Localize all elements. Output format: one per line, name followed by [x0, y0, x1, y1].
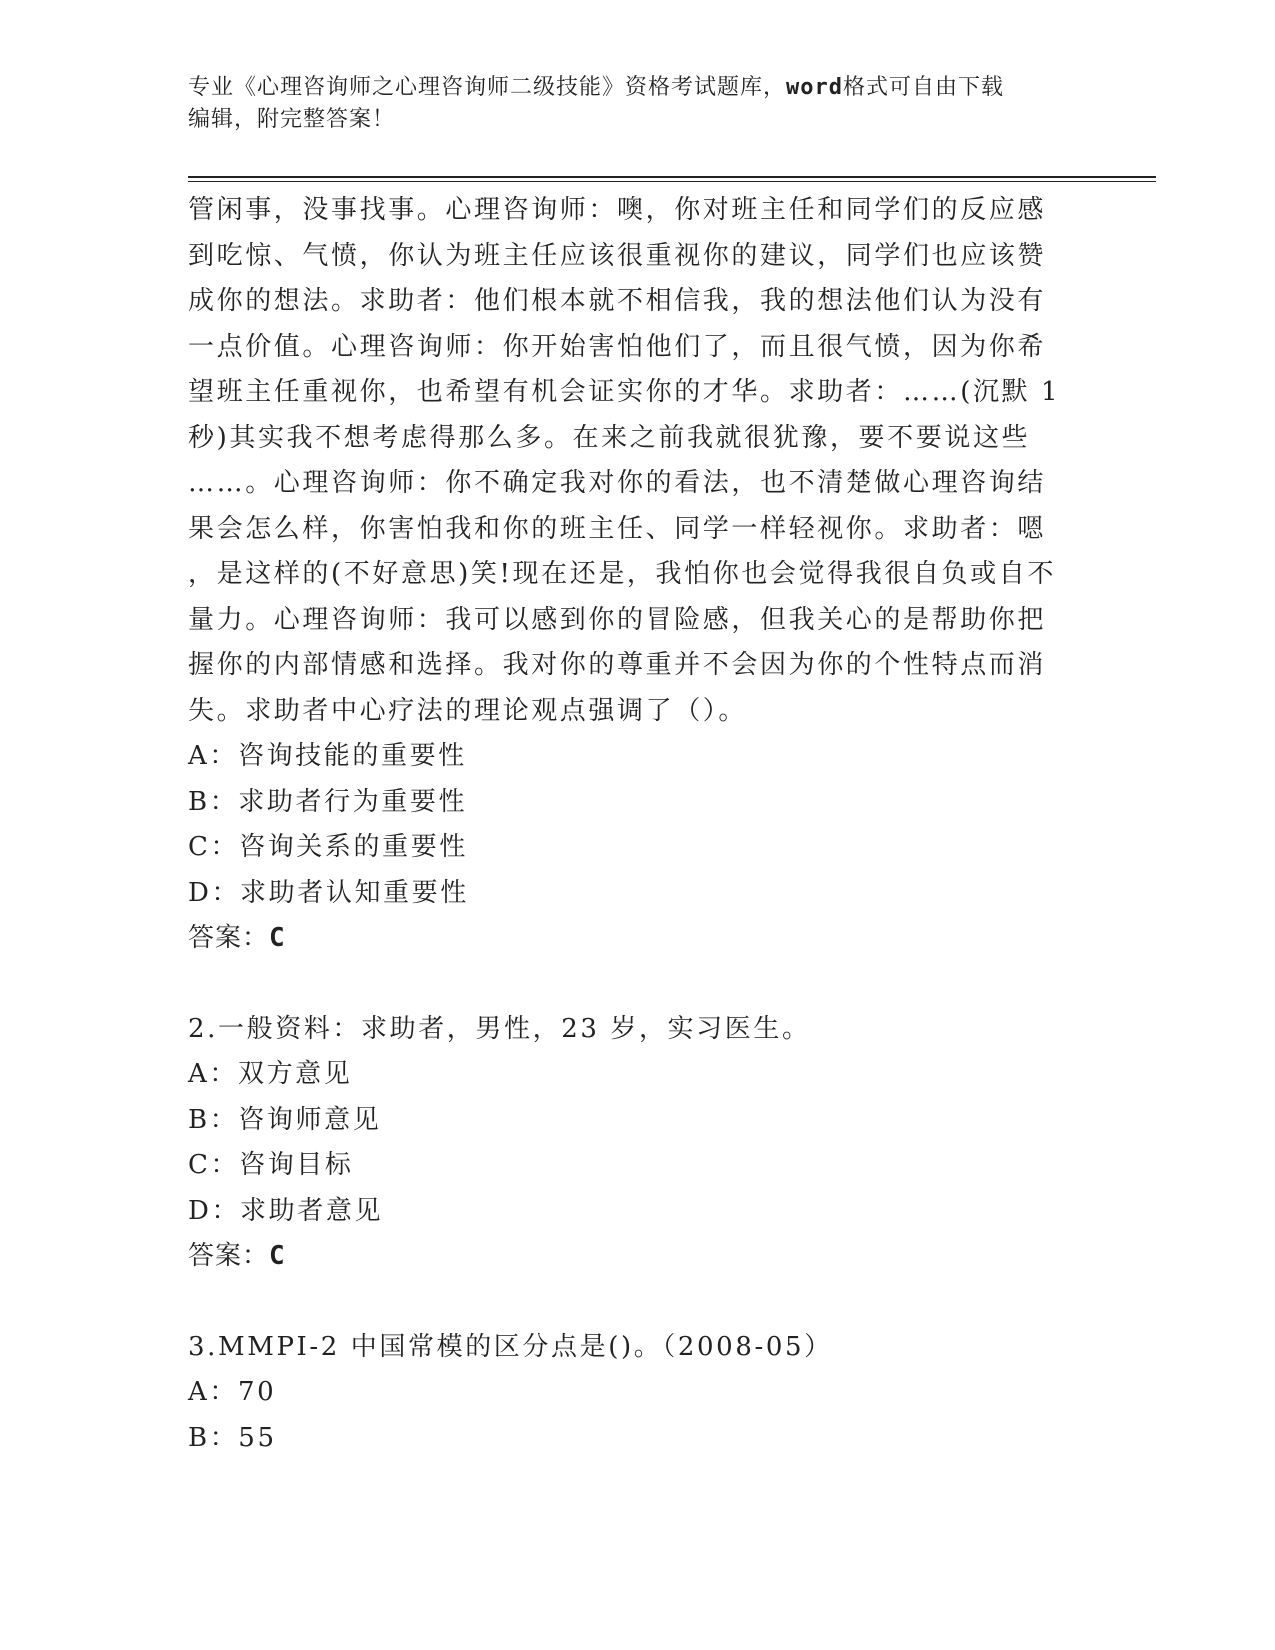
question-2-stem: 2.一般资料：求助者，男性，23 岁，实习医生。	[188, 1013, 811, 1044]
stem-line: 量力。心理咨询师：我可以感到你的冒险感，但我关心的是帮助你把	[188, 604, 1047, 635]
question-1-stem	[188, 188, 1088, 734]
page-header	[188, 72, 1068, 136]
question-2-option-a: A：双方意见	[188, 1059, 353, 1089]
question-3-option-b: B：55	[188, 1422, 277, 1453]
question-1-option-b: B：求助者行为重要性	[188, 786, 468, 817]
header-line-1-post: 格式可自由下载	[843, 75, 1005, 100]
answer-label: 答案：	[188, 1241, 270, 1271]
question-2-option-d: D：求助者意见	[188, 1195, 384, 1226]
header-line-1	[188, 72, 1068, 104]
stem-line: 成你的想法。求助者：他们根本就不相信我，我的想法他们认为没有	[188, 286, 1047, 316]
answer-label: 答案：	[188, 923, 270, 953]
question-1-answer	[188, 916, 1088, 962]
spacer	[188, 1280, 1088, 1325]
answer-value: C	[269, 1241, 286, 1271]
question-1-option-c: C：咨询关系的重要性	[188, 832, 468, 862]
stem-line: 望班主任重视你，也希望有机会证实你的才华。求助者：……(沉默 1	[188, 377, 1061, 407]
stem-line: 失。求助者中心疗法的理论观点强调了（）。	[188, 695, 748, 726]
question-2-option-b: B：咨询师意见	[188, 1104, 382, 1135]
question-1-option-a: A：咨询技能的重要性	[188, 741, 467, 771]
question-1-option-d: D：求助者认知重要性	[188, 877, 469, 908]
question-2-option-c: C：咨询目标	[188, 1150, 354, 1180]
header-line-1-pre: 专业《心理咨询师之心理咨询师二级技能》资格考试题库，	[188, 75, 787, 100]
header-line-2: 编辑，附完整答案！	[188, 107, 396, 132]
answer-value: C	[269, 923, 286, 953]
question-3-option-a: A：70	[188, 1377, 277, 1407]
question-2-answer	[188, 1234, 1088, 1280]
stem-line: 管闲事，没事找事。心理咨询师：噢，你对班主任和同学们的反应感	[188, 195, 1047, 225]
stem-line: 到吃惊、气愤，你认为班主任应该很重视你的建议，同学们也应该赞	[188, 240, 1047, 271]
stem-line: ……。心理咨询师：你不确定我对你的看法，也不清楚做心理咨询结	[188, 468, 1047, 498]
stem-line: 握你的内部情感和选择。我对你的尊重并不会因为你的个性特点而消	[188, 650, 1047, 680]
header-rule-thick	[188, 176, 1156, 178]
stem-line: 果会怎么样，你害怕我和你的班主任、同学一样轻视你。求助者：嗯	[188, 513, 1047, 544]
header-word-format: word	[786, 75, 843, 100]
stem-line: ，是这样的(不好意思)笑!现在还是，我怕你也会觉得我很自负或自不	[188, 559, 1056, 589]
header-rule-thin	[188, 181, 1156, 182]
stem-line: 一点价值。心理咨询师：你开始害怕他们了，而且很气愤，因为你希	[188, 331, 1047, 362]
question-3-stem: 3.MMPI-2 中国常模的区分点是()。（2008-05）	[188, 1331, 833, 1362]
question-content	[188, 188, 1088, 1461]
spacer	[188, 962, 1088, 1007]
stem-line: 秒)其实我不想考虑得那么多。在来之前我就很犹豫，要不要说这些	[188, 422, 1031, 453]
